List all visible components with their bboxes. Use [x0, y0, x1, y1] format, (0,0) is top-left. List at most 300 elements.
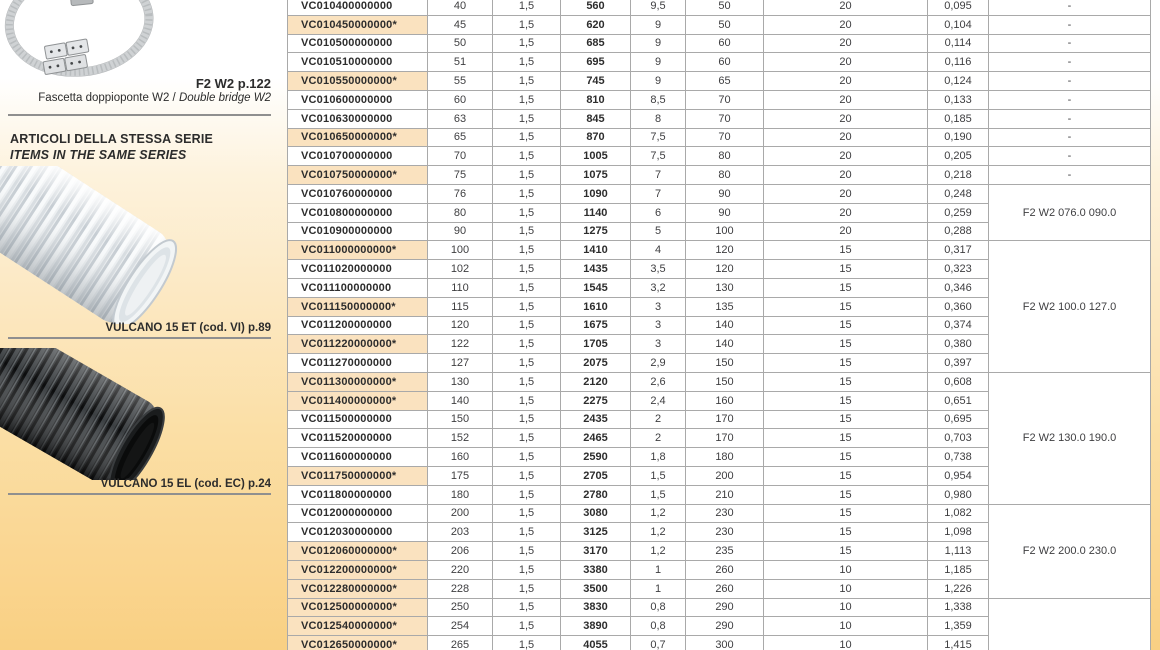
value-cell: 100 [428, 241, 493, 260]
value-cell: 40 [428, 0, 493, 15]
product-code-cell: VC010800000000 [288, 203, 428, 222]
table-row [288, 128, 1151, 147]
product-code-cell: VC010400000000 [288, 0, 428, 15]
clamp-ref-cell: - [989, 0, 1151, 15]
value-cell: 15 [764, 241, 928, 260]
value-cell: 15 [764, 504, 928, 523]
table-row [288, 15, 1151, 34]
value-cell: 4055 [561, 636, 631, 650]
table-row [288, 598, 1151, 617]
product-code-cell: VC010760000000 [288, 184, 428, 203]
value-cell: 745 [561, 72, 631, 91]
value-cell: 1005 [561, 147, 631, 166]
clamp-ref-cell: - [989, 109, 1151, 128]
value-cell: 180 [428, 485, 493, 504]
value-cell: 20 [764, 222, 928, 241]
value-cell: 230 [686, 523, 764, 542]
value-cell: 1,8 [631, 448, 686, 467]
value-cell: 1,2 [631, 523, 686, 542]
table-row [288, 53, 1151, 72]
value-cell: 1 [631, 560, 686, 579]
value-cell: 0,695 [928, 410, 989, 429]
value-cell: 122 [428, 335, 493, 354]
value-cell: 75 [428, 166, 493, 185]
value-cell: 1075 [561, 166, 631, 185]
product-code-cell: VC010900000000 [288, 222, 428, 241]
value-cell: 1,226 [928, 579, 989, 598]
value-cell: 7 [631, 166, 686, 185]
value-cell: 1,415 [928, 636, 989, 650]
table-row [288, 109, 1151, 128]
product-code-cell: VC011270000000 [288, 354, 428, 373]
table-row [288, 184, 1151, 203]
value-cell: 1,5 [493, 15, 561, 34]
value-cell: 15 [764, 523, 928, 542]
value-cell: 20 [764, 128, 928, 147]
value-cell: 260 [686, 579, 764, 598]
value-cell: 2,4 [631, 391, 686, 410]
value-cell: 1,5 [631, 466, 686, 485]
value-cell: 0,185 [928, 109, 989, 128]
clamp-ref-cell: F2 W2 130.0 190.0 [989, 372, 1151, 504]
value-cell: 1,5 [493, 391, 561, 410]
product-code-cell: VC011100000000 [288, 278, 428, 297]
value-cell: 15 [764, 372, 928, 391]
value-cell: 100 [686, 222, 764, 241]
value-cell: 80 [686, 147, 764, 166]
value-cell: 140 [686, 316, 764, 335]
table-row [288, 372, 1151, 391]
value-cell: 0,380 [928, 335, 989, 354]
value-cell: 0,346 [928, 278, 989, 297]
value-cell: 3 [631, 316, 686, 335]
value-cell: 1,5 [493, 297, 561, 316]
value-cell: 20 [764, 0, 928, 15]
value-cell: 0,124 [928, 72, 989, 91]
value-cell: 2465 [561, 429, 631, 448]
product-code-cell: VC011800000000 [288, 485, 428, 504]
value-cell: 0,738 [928, 448, 989, 467]
value-cell: 1,5 [493, 335, 561, 354]
value-cell: 5 [631, 222, 686, 241]
product-code-cell: VC010550000000* [288, 72, 428, 91]
value-cell: 55 [428, 72, 493, 91]
value-cell: 1,5 [493, 579, 561, 598]
value-cell: 3380 [561, 560, 631, 579]
value-cell: 1,5 [493, 636, 561, 650]
value-cell: 3125 [561, 523, 631, 542]
value-cell: 1,5 [493, 72, 561, 91]
clear-hose-image [0, 166, 200, 324]
table-row [288, 241, 1151, 260]
value-cell: 150 [686, 372, 764, 391]
divider [8, 493, 271, 495]
product-code-cell: VC011020000000 [288, 260, 428, 279]
value-cell: 15 [764, 354, 928, 373]
value-cell: 20 [764, 184, 928, 203]
value-cell: 70 [686, 128, 764, 147]
value-cell: 2705 [561, 466, 631, 485]
product-code-cell: VC011600000000 [288, 448, 428, 467]
value-cell: 140 [428, 391, 493, 410]
value-cell: 0,703 [928, 429, 989, 448]
value-cell: 1705 [561, 335, 631, 354]
value-cell: 1,5 [493, 241, 561, 260]
value-cell: 15 [764, 448, 928, 467]
product-code-cell: VC012200000000* [288, 560, 428, 579]
value-cell: 1,5 [493, 485, 561, 504]
value-cell: 9 [631, 15, 686, 34]
value-cell: 20 [764, 166, 928, 185]
value-cell: 90 [686, 184, 764, 203]
value-cell: 1,338 [928, 598, 989, 617]
value-cell: 250 [428, 598, 493, 617]
value-cell: 0,133 [928, 90, 989, 109]
value-cell: 845 [561, 109, 631, 128]
value-cell: 9 [631, 34, 686, 53]
clamp-ref-cell: - [989, 90, 1151, 109]
value-cell: 10 [764, 617, 928, 636]
clamp-caption-italian: Fascetta doppioponte W2 / [38, 92, 176, 104]
value-cell: 150 [428, 410, 493, 429]
value-cell: 1610 [561, 297, 631, 316]
value-cell: 0,288 [928, 222, 989, 241]
table-row [288, 0, 1151, 15]
value-cell: 1,5 [631, 485, 686, 504]
value-cell: 0,980 [928, 485, 989, 504]
product-code-cell: VC012000000000 [288, 504, 428, 523]
value-cell: 1,5 [493, 560, 561, 579]
product-table-body [288, 0, 1151, 650]
clamp-ref-cell: - [989, 166, 1151, 185]
value-cell: 10 [764, 598, 928, 617]
value-cell: 695 [561, 53, 631, 72]
value-cell: 110 [428, 278, 493, 297]
table-row [288, 166, 1151, 185]
value-cell: 65 [686, 72, 764, 91]
value-cell: 9 [631, 53, 686, 72]
value-cell: 2,6 [631, 372, 686, 391]
value-cell: 2590 [561, 448, 631, 467]
value-cell: 290 [686, 598, 764, 617]
value-cell: 120 [686, 241, 764, 260]
value-cell: 8 [631, 109, 686, 128]
value-cell: 127 [428, 354, 493, 373]
value-cell: 2,9 [631, 354, 686, 373]
value-cell: 0,360 [928, 297, 989, 316]
product-code-cell: VC011300000000* [288, 372, 428, 391]
value-cell: 1,5 [493, 598, 561, 617]
value-cell: 1 [631, 579, 686, 598]
value-cell: 150 [686, 354, 764, 373]
value-cell: 175 [428, 466, 493, 485]
value-cell: 80 [428, 203, 493, 222]
value-cell: 120 [428, 316, 493, 335]
value-cell: 3 [631, 297, 686, 316]
table-row [288, 90, 1151, 109]
value-cell: 15 [764, 429, 928, 448]
product-code-cell: VC010510000000 [288, 53, 428, 72]
value-cell: 260 [686, 560, 764, 579]
value-cell: 20 [764, 15, 928, 34]
value-cell: 265 [428, 636, 493, 650]
value-cell: 1,2 [631, 504, 686, 523]
clamp-ref-cell: - [989, 72, 1151, 91]
product-code-cell: VC012030000000 [288, 523, 428, 542]
value-cell: 1,185 [928, 560, 989, 579]
value-cell: 1,5 [493, 448, 561, 467]
value-cell: 0,7 [631, 636, 686, 650]
value-cell: 50 [686, 0, 764, 15]
product-code-cell: VC011520000000 [288, 429, 428, 448]
value-cell: 0,114 [928, 34, 989, 53]
value-cell: 20 [764, 109, 928, 128]
value-cell: 1,2 [631, 542, 686, 561]
value-cell: 20 [764, 90, 928, 109]
product-code-cell: VC012650000000* [288, 636, 428, 650]
value-cell: 1,5 [493, 222, 561, 241]
value-cell: 1090 [561, 184, 631, 203]
value-cell: 15 [764, 278, 928, 297]
value-cell: 1,5 [493, 410, 561, 429]
product-code-cell: VC012280000000* [288, 579, 428, 598]
value-cell: 7 [631, 184, 686, 203]
value-cell: 170 [686, 410, 764, 429]
value-cell: 1,5 [493, 90, 561, 109]
clamp-ref-cell: - [989, 128, 1151, 147]
value-cell: 870 [561, 128, 631, 147]
value-cell: 70 [686, 109, 764, 128]
value-cell: 10 [764, 636, 928, 650]
value-cell: 1545 [561, 278, 631, 297]
value-cell: 1,5 [493, 260, 561, 279]
divider [8, 114, 271, 116]
value-cell: 1,5 [493, 523, 561, 542]
value-cell: 0,248 [928, 184, 989, 203]
value-cell: 7,5 [631, 128, 686, 147]
clamp-ref-cell: - [989, 53, 1151, 72]
value-cell: 9 [631, 72, 686, 91]
value-cell: 200 [428, 504, 493, 523]
value-cell: 560 [561, 0, 631, 15]
product-code-cell: VC011750000000* [288, 466, 428, 485]
value-cell: 15 [764, 391, 928, 410]
clamp-caption [38, 76, 271, 106]
series-item-label: VULCANO 15 EL (cod. EC) p.24 [100, 478, 271, 490]
value-cell: 8,5 [631, 90, 686, 109]
value-cell: 3500 [561, 579, 631, 598]
value-cell: 1,5 [493, 504, 561, 523]
value-cell: 1,5 [493, 128, 561, 147]
value-cell: 1675 [561, 316, 631, 335]
value-cell: 685 [561, 34, 631, 53]
value-cell: 120 [686, 260, 764, 279]
value-cell: 70 [428, 147, 493, 166]
value-cell: 0,317 [928, 241, 989, 260]
value-cell: 15 [764, 316, 928, 335]
value-cell: 10 [764, 560, 928, 579]
product-code-cell: VC010630000000 [288, 109, 428, 128]
value-cell: 3890 [561, 617, 631, 636]
value-cell: 1,098 [928, 523, 989, 542]
value-cell: 4 [631, 241, 686, 260]
value-cell: 0,116 [928, 53, 989, 72]
value-cell: 3080 [561, 504, 631, 523]
table-row [288, 147, 1151, 166]
value-cell: 1,5 [493, 372, 561, 391]
value-cell: 130 [428, 372, 493, 391]
value-cell: 2275 [561, 391, 631, 410]
value-cell: 45 [428, 15, 493, 34]
product-code-cell: VC012500000000* [288, 598, 428, 617]
value-cell: 10 [764, 579, 928, 598]
value-cell: 0,608 [928, 372, 989, 391]
table-row [288, 34, 1151, 53]
value-cell: 0,954 [928, 466, 989, 485]
value-cell: 0,259 [928, 203, 989, 222]
product-code-cell: VC011500000000 [288, 410, 428, 429]
black-hose-image [0, 348, 200, 480]
value-cell: 60 [686, 34, 764, 53]
value-cell: 1,5 [493, 316, 561, 335]
value-cell: 90 [686, 203, 764, 222]
value-cell: 0,218 [928, 166, 989, 185]
value-cell: 290 [686, 617, 764, 636]
product-code-cell: VC010700000000 [288, 147, 428, 166]
series-heading-english: ITEMS IN THE SAME SERIES [10, 148, 187, 162]
value-cell: 1,5 [493, 184, 561, 203]
product-code-cell: VC011200000000 [288, 316, 428, 335]
product-code-cell: VC010500000000 [288, 34, 428, 53]
value-cell: 0,651 [928, 391, 989, 410]
value-cell: 1435 [561, 260, 631, 279]
value-cell: 3830 [561, 598, 631, 617]
value-cell: 1,5 [493, 0, 561, 15]
clamp-ref-cell: - [989, 34, 1151, 53]
value-cell: 15 [764, 466, 928, 485]
clamp-ref-cell: F2 W2 076.0 090.0 [989, 184, 1151, 240]
value-cell: 210 [686, 485, 764, 504]
series-item-label: VULCANO 15 ET (cod. VI) p.89 [105, 322, 271, 334]
value-cell: 1,113 [928, 542, 989, 561]
value-cell: 135 [686, 297, 764, 316]
value-cell: 1,5 [493, 429, 561, 448]
value-cell: 220 [428, 560, 493, 579]
clamp-ref-cell: - [989, 15, 1151, 34]
value-cell: 1,359 [928, 617, 989, 636]
table-row [288, 504, 1151, 523]
value-cell: 254 [428, 617, 493, 636]
value-cell: 170 [686, 429, 764, 448]
product-code-cell: VC011150000000* [288, 297, 428, 316]
value-cell: 130 [686, 278, 764, 297]
value-cell: 2120 [561, 372, 631, 391]
value-cell: 1,5 [493, 109, 561, 128]
value-cell: 15 [764, 485, 928, 504]
value-cell: 2780 [561, 485, 631, 504]
product-code-cell: VC011400000000* [288, 391, 428, 410]
value-cell: 1275 [561, 222, 631, 241]
value-cell: 1410 [561, 241, 631, 260]
value-cell: 620 [561, 15, 631, 34]
value-cell: 6 [631, 203, 686, 222]
value-cell: 9,5 [631, 0, 686, 15]
clamp-caption-english: Double bridge W2 [178, 92, 271, 104]
product-table [287, 0, 1151, 650]
value-cell: 0,8 [631, 598, 686, 617]
value-cell: 230 [686, 504, 764, 523]
value-cell: 20 [764, 203, 928, 222]
value-cell: 76 [428, 184, 493, 203]
value-cell: 0,190 [928, 128, 989, 147]
value-cell: 140 [686, 335, 764, 354]
clamp-page-ref: F2 W2 p.122 [195, 76, 271, 91]
value-cell: 20 [764, 72, 928, 91]
value-cell: 1,5 [493, 354, 561, 373]
product-code-cell: VC010750000000* [288, 166, 428, 185]
value-cell: 20 [764, 53, 928, 72]
value-cell: 0,8 [631, 617, 686, 636]
value-cell: 15 [764, 335, 928, 354]
value-cell: 63 [428, 109, 493, 128]
value-cell: 80 [686, 166, 764, 185]
value-cell: 1,5 [493, 53, 561, 72]
product-code-cell: VC012540000000* [288, 617, 428, 636]
value-cell: 300 [686, 636, 764, 650]
product-code-cell: VC010600000000 [288, 90, 428, 109]
value-cell: 50 [686, 15, 764, 34]
product-code-cell: VC010450000000* [288, 15, 428, 34]
value-cell: 160 [686, 391, 764, 410]
divider [8, 337, 271, 339]
clamp-ref-cell: - [989, 147, 1151, 166]
value-cell: 60 [686, 53, 764, 72]
value-cell: 1,5 [493, 34, 561, 53]
value-cell: 0,095 [928, 0, 989, 15]
clamp-ref-cell: F2 W2 100.0 127.0 [989, 241, 1151, 373]
value-cell: 180 [686, 448, 764, 467]
product-code-cell: VC012060000000* [288, 542, 428, 561]
value-cell: 115 [428, 297, 493, 316]
value-cell: 60 [428, 90, 493, 109]
value-cell: 3 [631, 335, 686, 354]
value-cell: 0,323 [928, 260, 989, 279]
value-cell: 102 [428, 260, 493, 279]
clamp-ref-cell: F2 W2 200.0 230.0 [989, 504, 1151, 598]
series-heading-italian: ARTICOLI DELLA STESSA SERIE [10, 132, 214, 146]
value-cell: 200 [686, 466, 764, 485]
value-cell: 1,5 [493, 203, 561, 222]
value-cell: 1,5 [493, 278, 561, 297]
value-cell: 1,082 [928, 504, 989, 523]
value-cell: 90 [428, 222, 493, 241]
value-cell: 3,2 [631, 278, 686, 297]
value-cell: 2 [631, 410, 686, 429]
series-heading [10, 131, 213, 163]
value-cell: 810 [561, 90, 631, 109]
product-code-cell: VC010650000000* [288, 128, 428, 147]
value-cell: 228 [428, 579, 493, 598]
value-cell: 2435 [561, 410, 631, 429]
value-cell: 7,5 [631, 147, 686, 166]
value-cell: 15 [764, 297, 928, 316]
value-cell: 70 [686, 90, 764, 109]
value-cell: 2075 [561, 354, 631, 373]
value-cell: 0,104 [928, 15, 989, 34]
clamp-image [0, 0, 287, 85]
product-code-cell: VC011000000000* [288, 241, 428, 260]
value-cell: 235 [686, 542, 764, 561]
